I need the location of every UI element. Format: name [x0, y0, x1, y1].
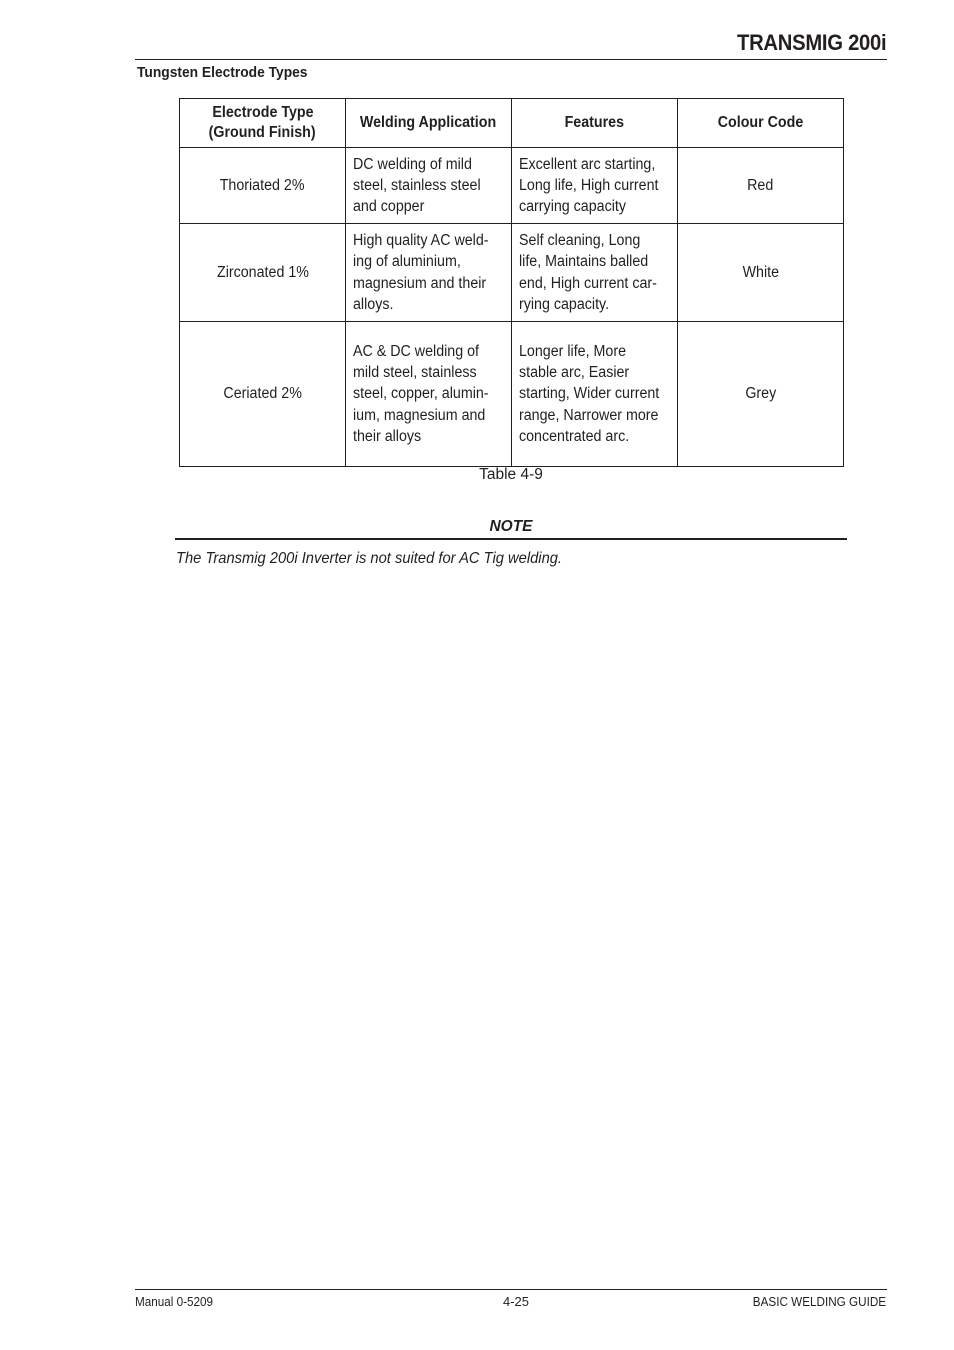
cell-line: steel, stainless steel — [353, 176, 481, 194]
header-features — [512, 99, 678, 148]
cell-line: Longer life, More — [519, 342, 627, 360]
cell-features — [512, 148, 678, 224]
cell-line: stable arc, Easier — [519, 364, 630, 382]
document-title: TRANSMIG 200i — [736, 30, 886, 55]
cell-line: ing of aluminium, — [353, 253, 461, 271]
tungsten-electrode-table — [179, 98, 844, 467]
footer-rule — [135, 1289, 887, 1290]
cell-line: Excellent arc starting, — [519, 155, 656, 173]
cell-colour-code — [678, 224, 844, 322]
header-line: Features — [564, 114, 625, 131]
cell-line: and copper — [353, 198, 425, 216]
cell-features — [512, 224, 678, 322]
table-caption: Table 4-9 — [479, 466, 543, 483]
table-row — [180, 322, 844, 467]
footer-section-name: BASIC WELDING GUIDE — [752, 1294, 886, 1309]
cell-line: concentrated arc. — [519, 427, 630, 445]
cell-text: Red — [747, 176, 774, 194]
cell-line: range, Narrower more — [519, 406, 659, 424]
cell-electrode-type — [180, 148, 346, 224]
header-line: (Ground Finish) — [209, 124, 316, 141]
cell-line: ium, magnesium and — [353, 406, 486, 424]
cell-line: magnesium and their — [353, 274, 487, 292]
note-rule — [175, 538, 847, 540]
cell-line: life, Maintains balled — [519, 253, 649, 271]
header-welding-application — [346, 99, 512, 148]
cell-electrode-type — [180, 224, 346, 322]
cell-line: DC welding of mild — [353, 155, 472, 173]
header-rule — [135, 59, 887, 60]
footer-manual-number: Manual 0-5209 — [135, 1294, 214, 1309]
cell-text: Zirconated 1% — [216, 263, 309, 281]
cell-line: High quality AC weld- — [353, 231, 489, 249]
cell-line: carrying capacity — [519, 198, 626, 216]
cell-line: Self cleaning, Long — [519, 231, 641, 249]
cell-line: steel, copper, alumin- — [353, 385, 489, 403]
table-row — [180, 224, 844, 322]
header-line: Welding Application — [360, 114, 497, 131]
header-line: Electrode Type — [211, 104, 314, 121]
header-line: Colour Code — [717, 114, 804, 131]
cell-line: Long life, High current — [519, 176, 659, 194]
table-row — [180, 148, 844, 224]
cell-electrode-type — [180, 322, 346, 467]
cell-line: mild steel, stainless — [353, 364, 477, 382]
section-title: Tungsten Electrode Types — [137, 64, 308, 81]
cell-text: Ceriated 2% — [223, 385, 302, 403]
cell-line: their alloys — [353, 427, 422, 445]
cell-welding-application — [346, 322, 512, 467]
cell-line: alloys. — [353, 295, 394, 313]
cell-line: AC & DC welding of — [353, 342, 480, 360]
cell-line: starting, Wider current — [519, 385, 660, 403]
cell-text: Thoriated 2% — [220, 176, 305, 194]
cell-text: Grey — [745, 385, 776, 403]
cell-welding-application — [346, 148, 512, 224]
cell-colour-code — [678, 322, 844, 467]
cell-text: White — [742, 263, 779, 281]
cell-features — [512, 322, 678, 467]
header-colour-code — [678, 99, 844, 148]
footer-page-number: 4-25 — [502, 1294, 530, 1309]
table-header-row — [180, 99, 844, 148]
note-title: NOTE — [489, 518, 533, 535]
cell-welding-application — [346, 224, 512, 322]
cell-line: rying capacity. — [519, 295, 610, 313]
header-electrode-type — [180, 99, 346, 148]
cell-line: end, High current car- — [519, 274, 657, 292]
cell-colour-code — [678, 148, 844, 224]
note-text: The Transmig 200i Inverter is not suited for AC Tig welding. — [176, 550, 563, 567]
